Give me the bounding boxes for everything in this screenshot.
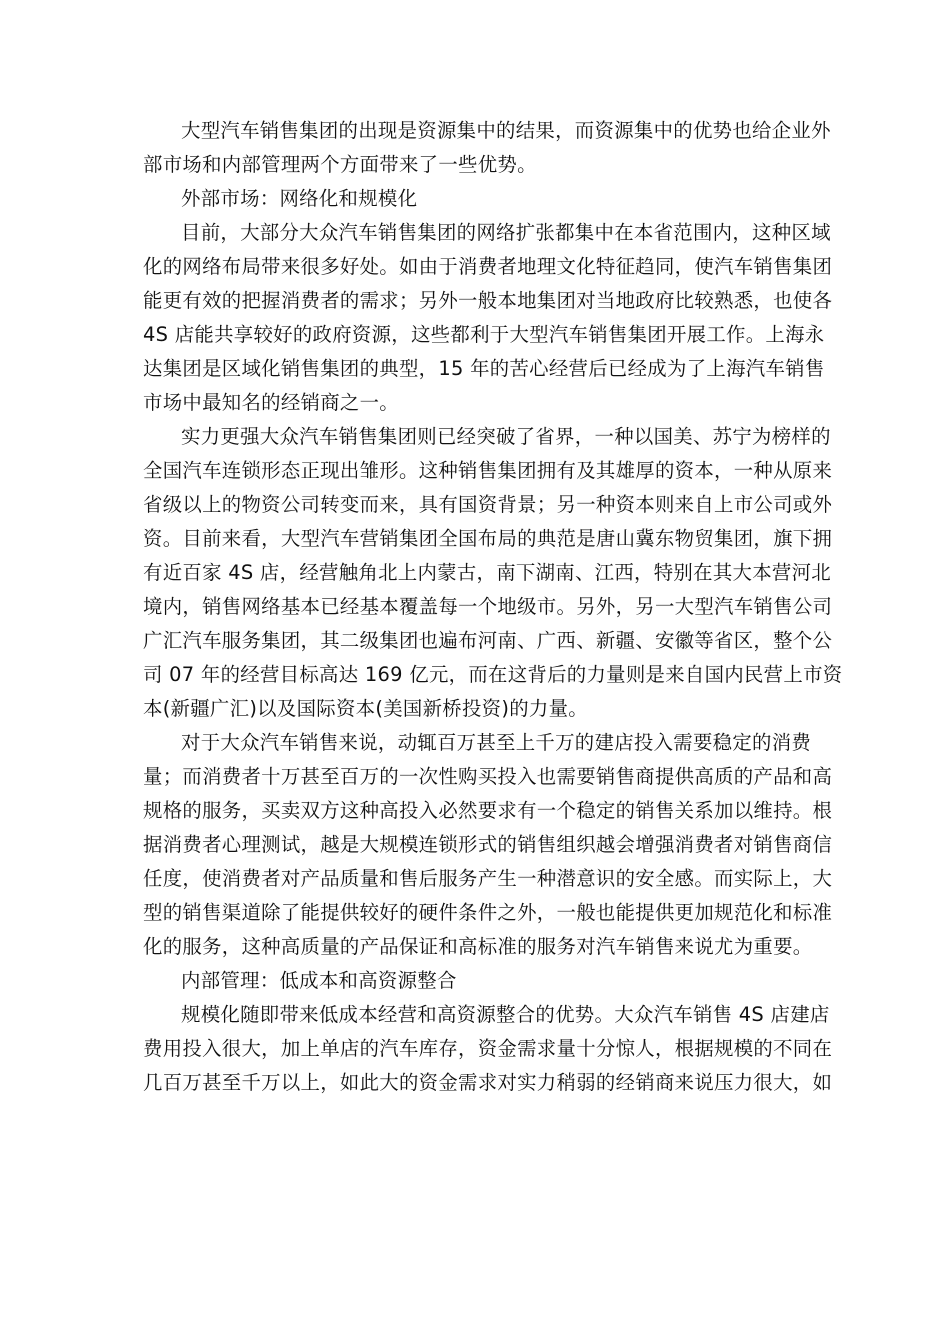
paragraph-line: 全国汽车连锁形态正现出雏形。这种销售集团拥有及其雄厚的资本，一种从原来 [143, 459, 833, 482]
paragraph-line: 4S 店能共享较好的政府资源，这些都利于大型汽车销售集团开展工作。上海永 [143, 323, 825, 346]
paragraph-line: 司 07 年的经营目标高达 169 亿元，而在这背后的力量则是来自国内民营上市资 [143, 663, 843, 686]
body-paragraph [143, 998, 833, 1100]
paragraph-line: 对于大众汽车销售来说，动辄百万甚至上千万的建店投入需要稳定的消费 [181, 731, 812, 754]
paragraph-line: 化的网络布局带来很多好处。如由于消费者地理文化特征趋同，使汽车销售集团 [143, 255, 833, 278]
paragraph-line: 部市场和内部管理两个方面带来了一些优势。 [143, 153, 537, 176]
paragraph-line: 资。目前来看，大型汽车营销集团全国布局的典范是唐山冀东物贸集团，旗下拥 [143, 527, 833, 550]
paragraph-line: 有近百家 4S 店，经营触角北上内蒙古，南下湖南、江西，特别在其大本营河北 [143, 561, 831, 584]
heading-text: 外部市场：网络化和规模化 [181, 187, 418, 210]
section-heading [143, 964, 807, 998]
paragraph-line: 本(新疆广汇)以及国际资本(美国新桥投资)的力量。 [143, 697, 588, 720]
paragraph-line: 省级以上的物资公司转变而来，具有国资背景；另一种资本则来自上市公司或外 [143, 493, 833, 516]
paragraph-line: 规格的服务，买卖双方这种高投入必然要求有一个稳定的销售关系加以维持。根 [143, 799, 833, 822]
paragraph-line: 市场中最知名的经销商之一。 [143, 391, 399, 414]
paragraph-line: 实力更强大众汽车销售集团则已经突破了省界，一种以国美、苏宁为榜样的 [181, 425, 831, 448]
heading-text: 内部管理：低成本和高资源整合 [181, 969, 457, 992]
paragraph-line: 任度，使消费者对产品质量和售后服务产生一种潜意识的安全感。而实际上，大 [143, 867, 833, 890]
paragraph-line: 大型汽车销售集团的出现是资源集中的结果，而资源集中的优势也给企业外 [181, 119, 831, 142]
body-paragraph [143, 726, 833, 964]
paragraph-line: 能更有效的把握消费者的需求；另外一般本地集团对当地政府比较熟悉，也使各 [143, 289, 833, 312]
body-paragraph [143, 216, 833, 420]
paragraph-line: 化的服务，这种高质量的产品保证和高标准的服务对汽车销售来说尤为重要。 [143, 935, 813, 958]
paragraph-line: 几百万甚至千万以上，如此大的资金需求对实力稍弱的经销商来说压力很大，如 [143, 1071, 833, 1094]
paragraph-line: 型的销售渠道除了能提供较好的硬件条件之外，一般也能提供更加规范化和标准 [143, 901, 833, 924]
body-paragraph [143, 114, 831, 182]
paragraph-line: 规模化随即带来低成本经营和高资源整合的优势。大众汽车销售 4S 店建店 [181, 1003, 830, 1026]
paragraph-line: 广汇汽车服务集团，其二级集团也遍布河南、广西、新疆、安徽等省区，整个公 [143, 629, 833, 652]
section-heading [143, 182, 807, 216]
document-body [143, 114, 843, 1100]
paragraph-line: 据消费者心理测试，越是大规模连锁形式的销售组织越会增强消费者对销售商信 [143, 833, 833, 856]
paragraph-line: 达集团是区域化销售集团的典型，15 年的苦心经营后已经成为了上海汽车销售 [143, 357, 825, 380]
paragraph-line: 境内，销售网络基本已经基本覆盖每一个地级市。另外，另一大型汽车销售公司 [143, 595, 833, 618]
paragraph-line: 费用投入很大，加上单店的汽车库存，资金需求量十分惊人，根据规模的不同在 [143, 1037, 833, 1060]
paragraph-line: 量；而消费者十万甚至百万的一次性购买投入也需要销售商提供高质的产品和高 [143, 765, 833, 788]
paragraph-line: 目前，大部分大众汽车销售集团的网络扩张都集中在本省范围内，这种区域 [181, 221, 831, 244]
body-paragraph [143, 420, 843, 726]
